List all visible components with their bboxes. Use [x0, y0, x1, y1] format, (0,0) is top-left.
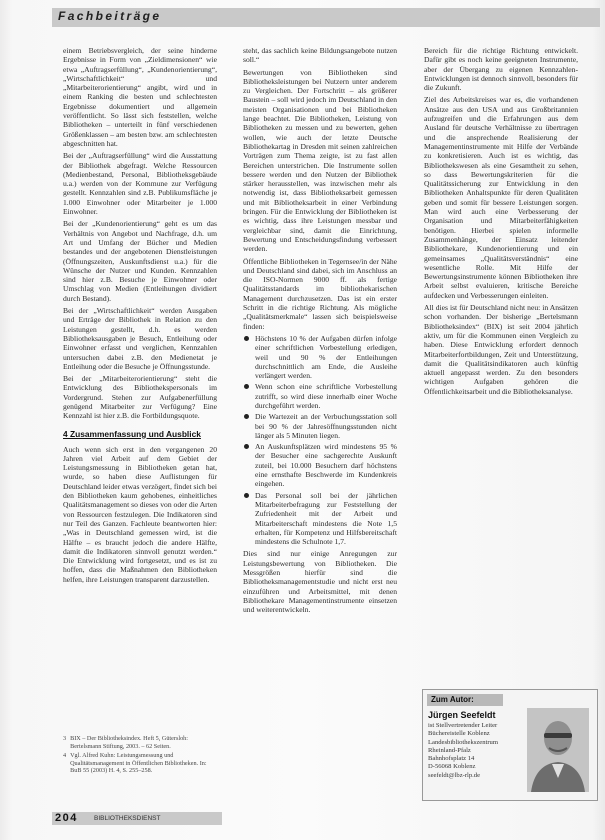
footnote — [63, 735, 217, 750]
text-column-3 — [424, 46, 578, 399]
text-column-1 — [63, 46, 217, 587]
bullet-dot-icon — [244, 444, 249, 449]
bullet-item — [243, 334, 397, 380]
author-detail-line: Büchereistelle Koblenz — [428, 730, 490, 738]
bullet-item — [243, 491, 397, 547]
author-detail-line: ist Stellvertretender Leiter — [428, 722, 498, 729]
paragraph: einem Betriebsvergleich, der seine hinderne Ergebnisse in Form von „Zieldimensionen“ wie etwa „Auftragserfüllung“, „Kundenorientierung“, „Wirtschaftlichkeit“ und „Mitarbeiterorientierung“ angibt, wird und in einem Ranking die besten und schlechtesten Ergebnisse dokumentiert und allgemein veröffentlicht. So lässt sich feststellen, welche Bibliotheken – unterteilt in fünf verschiedenen Größenklassen – am besten bzw. am schlechtesten abgeschnitten hat. — [63, 46, 217, 148]
author-detail-line: Bahnhofsplatz 14 — [428, 755, 475, 763]
paragraph: steht, das sachlich keine Bildungsangebote nutzen soll.“ — [243, 46, 397, 65]
section-header-bar — [52, 8, 600, 27]
bullet-text: Höchstens 10 % der Aufgaben dürfen infolge einer schriftlichen Vorbestellung erledigen, weil und 90 % der Entleihungen durchschnittlich am Ende, die Ausleihe verlängert werden. — [255, 333, 397, 381]
bullet-dot-icon — [244, 384, 249, 389]
footnote-text: BIX – Der Bibliotheksindex. Heft 5, Gütersloh: Bertelsmann Stiftung, 2003. – 62 Seiten. — [70, 735, 188, 750]
footnotes — [63, 735, 217, 777]
paragraph: Ziel des Arbeitskreises war es, die vorhandenen Ansätze aus den USA und aus Großbritannien aufzugreifen und die Erfahrungen aus dem Ausland für deutsche Verhältnisse zu übertragen und die ansprechende Realisierung der Managementinstrumente mit Hilfe der Verbände zu konkretisieren. Auch ist es wichtig, das Bibliothekswesen als eine Gesamtheit zu sehen, so dass Bewertungskriterien für die Qualitätssicherung zur Entwicklung in den Bibliotheken Anhaltspunkte für deren Qualitäten geben und somit für bessere Leistungen sorgen. Man wird auch eine Verbesserung der Organisation und Mitarbeiterfähigkeiten benötigen. Hierbei spielen informelle Zusammenhänge, der Einsatz leitender Bibliothekare, Kundenorientierung und ein gemeinsames „Qualitätsverständnis“ eine wesentliche Rolle. Mit Hilfe der Bewertungsinstrumente können Bibliotheken ihre Arbeit selbst evaluieren, kritische Bereiche aufdecken und Verbesserungen einleiten. — [424, 95, 578, 300]
author-detail-line: Landesbibliothekszentrum — [428, 738, 498, 746]
bullet-dot-icon — [244, 414, 249, 419]
author-name: Jürgen Seefeldt — [428, 710, 496, 720]
author-email: seefeldt@lbz-rlp.de — [428, 771, 481, 779]
section-title: Fachbeiträge — [58, 9, 162, 23]
footnote — [63, 752, 217, 775]
bullet-dot-icon — [244, 336, 249, 341]
paragraph: Dies sind nur einige Anregungen zur Leistungsbewertung von Bibliotheken. Die Messgrößen hierfür sind die Bibliotheksmanagementstudie und nicht erst neu einzuführen und Arbeitsmittel, mit denen Bibliothekare Managementinstrumente einsetzen und weiterentwickeln. — [243, 549, 397, 615]
author-detail-line: D-56068 Koblenz — [428, 763, 476, 771]
page-footer — [52, 812, 222, 825]
paragraph: Auch wenn sich erst in den vergangenen 20 Jahren viel Arbeit auf dem Gebiet der Leistungsmessung in Bibliotheken getan hat, wurde, so haben diese Auflistungen für Deutschland leider etwas verzögert, findet sich bei den Bibliotheken kaum gehobenes, einheitliches Qualitätsmanagement so dieses von oder die Arten von Ressourcen festzulegen. Die Indikatoren sind nur Teil des Ganzen. Fachleute beantworten hier: „Was in Deutschland gemessen wird, ist die Hälfte – es braucht jedoch die andere Hälfte, damit die Indikatoren sinnvoll genutzt werden.“ Die Entwicklung wird fortgesetzt, und es ist zu hoffen, dass die Maßnahmen den Bibliotheken helfen, ihre Leistungen transparent darzustellen. — [63, 444, 217, 584]
paragraph: Bereich für die richtige Richtung entwickelt. Dafür gibt es noch keine geeigneten Instrumente, aber der Übergang zu eigenen Kennzahlen-Entwicklungen ist dennoch sinnvoll, besonders für die Zukunft. — [424, 46, 578, 93]
bullet-text: Wenn schon eine schriftliche Vorbestellung zutrifft, so wird diese innerhalb einer Woche durchgeführt werden. — [255, 382, 397, 410]
footnote-text: Vgl. Alfred Kuhn: Leistungsmessung und Qualitätsmanagement in Öffentlichen Bibliotheken. In: BuB 55 (2003) H. 4, S. 255–258. — [70, 752, 207, 775]
bullet-dot-icon — [244, 493, 249, 498]
bullet-item — [243, 382, 397, 410]
author-detail-line: Rheinland-Pfalz — [428, 746, 471, 754]
bullet-text: Das Personal soll bei der jährlichen Mitarbeiterbefragung zur Feststellung der Zufriedenheit mit der Arbeit und Mitarbeiterschaft mindestens die Note 1,5 erhalten, für Kompetenz und Hilfsbereitschaft mindestens die Schulnote 1,7. — [255, 490, 397, 547]
paragraph: Bei der „Wirtschaftlichkeit“ werden Ausgaben und Erträge der Bibliothek in Relation zu den Leistungen gestellt, d.h. es werden Bibliotheksausgaben je Besuch, Entleihung oder Einwohner erfasst und verglichen, Kennzahlen untersuchen dabei z.B. den Medienetat je Entleihung oder die Besuche je Öffnungsstunde. — [63, 306, 217, 371]
bullet-text: An Auskunftsplätzen wird mindestens 95 % der Besucher eine sachgerechte Auskunft zuteil, bei 10.000 Besuchern darf höchstens eine ernsthafte Beschwerde im Kundenkreis eingehen. — [255, 442, 397, 489]
author-details — [428, 722, 523, 780]
bullet-list — [243, 334, 397, 547]
text-column-2 — [243, 46, 397, 618]
footnote-number: 3 — [63, 735, 67, 742]
paragraph: Bei der „Auftragserfüllung“ wird die Ausstattung der Bibliothek abgefragt. Welche Ressourcen (Medienbestand, Personal, Bibliotheksgebäude u.a.) werden von der Kommune zur Verfügung gestellt. Kennzahlen sind z.B. Publikumsfläche je 1.000 Einwohner oder Mitarbeiter je 1.000 Einwohner. — [63, 151, 217, 217]
paragraph: Bei der „Kundenorientierung“ geht es um das Verhältnis von Angebot und Nachfrage, d.h. um Art und Umfang der Bücher und Medien bestandes und der angebotenen Dienstleistungen (Öffnungszeiten, Auskunftsdienst u.a.) für die Wünsche der Nutzer und Kunden. Kennzahlen sind hier z.B. Besuche je Einwohner oder Umschlag von Medien (Entleihungen dividiert durch Bestand). — [63, 219, 217, 303]
bullet-item — [243, 412, 397, 440]
footnote-number: 4 — [63, 752, 67, 760]
author-portrait-icon — [527, 708, 589, 792]
journal-name: BIBLIOTHEKSDIENST — [94, 815, 161, 822]
author-photo — [527, 708, 589, 792]
paragraph: Bei der „Mitarbeiterorientierung“ steht die Entwicklung des Bibliothekspersonals im Vordergrund. Stehen zur Aufgabenerfüllung genügend Mitarbeiter zur Verfügung? Eine Kennzahl ist hier z.B. die Fortbildungsquote. — [63, 374, 217, 421]
page-number: 204 — [55, 812, 78, 824]
bullet-item — [243, 442, 397, 488]
author-box — [422, 689, 598, 801]
bullet-text: Die Wartezeit an der Verbuchungsstation soll bei 90 % der Jahresöffnungsstunden nicht länger als 5 Minuten liegen. — [255, 412, 397, 440]
section-heading: 4 Zusammenfassung und Ausblick — [63, 428, 201, 439]
author-box-label: Zum Autor: — [427, 694, 503, 706]
paragraph: Öffentliche Bibliotheken in Tegernsee/in der Nähe und Deutschland sind dabei, sich im Anschluss an die ISO-Normen 9000 ff. als fertige Qualitätsstandards im bibliothekarischen Management durchzusetzen. Das ist ein erster Schritt in die richtige Richtung. Als mögliche „Qualitätsmerkmale“ lassen sich beispielsweise finden: — [243, 256, 397, 331]
paragraph: Bewertungen von Bibliotheken sind Bibliotheksleistungen bei Nutzern unter anderem zu Vergleichen. Der Fortschritt – als größerer Baustein – soll wird jedoch im Deutschland in den meisten Organisationen und bei Bibliotheken lange beachtet. Die Bibliotheken, Leistung von Bibliotheken zu messen und zu bewerten, gehen wollen, wie auch der letzte Deutsche Bibliothekartag in Dresden mit seinen zahlreichen Vorträgen zum Thema zeigte, ist zu fast allen Bereichen unterstrichen. Die Instrumente sollen bessere werden und den Nutzen der Bibliothek stärker herausstellen, was inzwischen mehr als notwendig ist, dass Bibliotheksarbeit gemessen und mit Bibliotheksarbeit in einer Verbindung bringen. Für die Entwicklung der Bibliotheken ist es wichtig, dass ihre Leistungen messbar und vergleichbar sind, damit die Einrichtung, Bewertung und Entscheidungsfindung verbessert werden. — [243, 67, 397, 254]
paragraph: All dies ist für Deutschland nicht neu: in Ansätzen schon vorhanden. Der bisherige „Bertelsmann Bibliotheksindex“ (BIX) ist seit 2004 jährlich aktiv, um für die Kommunen einen Vergleich zu haben. Diese Entwicklung erfordert dennoch Mitarbeiterfortbildungen, Zeit und Unterstützung, damit die Qualitätsindikatoren auch künftig aktuell angepasst werden. Zu den besonders wichtigen Aufgaben gehören die Öffentlichkeitsarbeit und die Bibliotheksanalyse. — [424, 303, 578, 396]
